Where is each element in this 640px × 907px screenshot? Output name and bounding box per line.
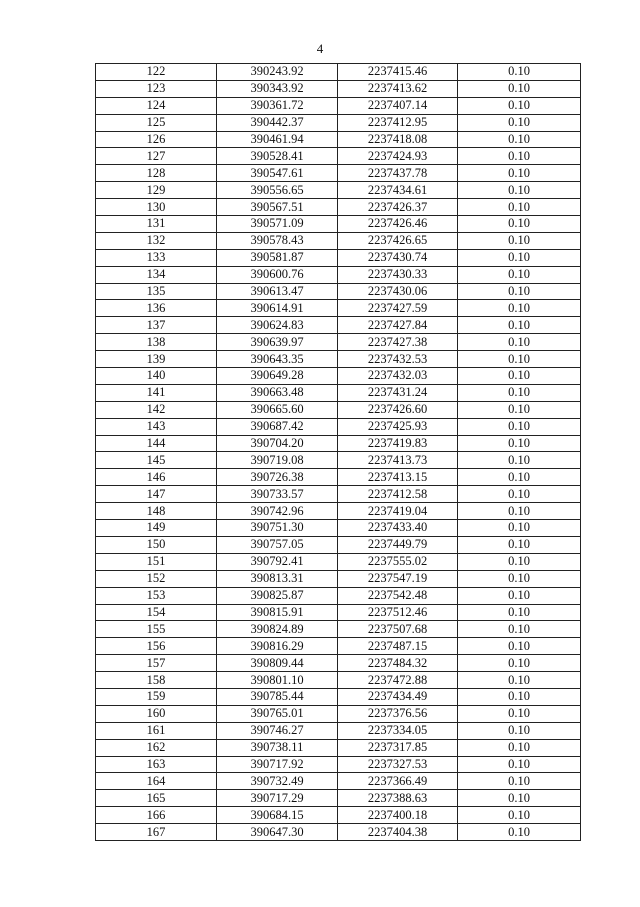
point-number-cell: 155 (96, 621, 217, 638)
y-coordinate-cell: 2237547.19 (338, 570, 458, 587)
x-coordinate-cell: 390528.41 (217, 148, 338, 165)
table-row (96, 266, 581, 283)
x-coordinate-cell: 390343.92 (217, 80, 338, 97)
x-coordinate-cell: 390816.29 (217, 638, 338, 655)
y-coordinate-cell: 2237437.78 (338, 165, 458, 182)
page-number: 4 (316, 41, 324, 56)
tolerance-cell: 0.10 (458, 756, 581, 773)
table-row (96, 587, 581, 604)
point-number-cell: 132 (96, 232, 217, 249)
point-number-cell: 154 (96, 604, 217, 621)
table-row (96, 638, 581, 655)
y-coordinate-cell: 2237317.85 (338, 739, 458, 756)
x-coordinate-cell: 390639.97 (217, 334, 338, 351)
x-coordinate-cell: 390571.09 (217, 216, 338, 233)
table-row (96, 536, 581, 553)
tolerance-cell: 0.10 (458, 114, 581, 131)
y-coordinate-cell: 2237419.83 (338, 435, 458, 452)
table-row (96, 283, 581, 300)
x-coordinate-cell: 390746.27 (217, 722, 338, 739)
y-coordinate-cell: 2237484.32 (338, 655, 458, 672)
point-number-cell: 131 (96, 216, 217, 233)
table-row (96, 520, 581, 537)
y-coordinate-cell: 2237424.93 (338, 148, 458, 165)
tolerance-cell: 0.10 (458, 452, 581, 469)
point-number-cell: 130 (96, 199, 217, 216)
point-number-cell: 147 (96, 486, 217, 503)
x-coordinate-cell: 390600.76 (217, 266, 338, 283)
point-number-cell: 135 (96, 283, 217, 300)
tolerance-cell: 0.10 (458, 283, 581, 300)
tolerance-cell: 0.10 (458, 520, 581, 537)
point-number-cell: 165 (96, 790, 217, 807)
tolerance-cell: 0.10 (458, 266, 581, 283)
tolerance-cell: 0.10 (458, 401, 581, 418)
y-coordinate-cell: 2237430.33 (338, 266, 458, 283)
point-number-cell: 152 (96, 570, 217, 587)
point-number-cell: 137 (96, 317, 217, 334)
tolerance-cell: 0.10 (458, 536, 581, 553)
point-number-cell: 143 (96, 418, 217, 435)
point-number-cell: 156 (96, 638, 217, 655)
y-coordinate-cell: 2237430.74 (338, 249, 458, 266)
point-number-cell: 148 (96, 503, 217, 520)
table-row (96, 452, 581, 469)
table-row (96, 97, 581, 114)
point-number-cell: 163 (96, 756, 217, 773)
x-coordinate-cell: 390578.43 (217, 232, 338, 249)
point-number-cell: 153 (96, 587, 217, 604)
table-row (96, 64, 581, 81)
y-coordinate-cell: 2237555.02 (338, 553, 458, 570)
y-coordinate-cell: 2237430.06 (338, 283, 458, 300)
x-coordinate-cell: 390792.41 (217, 553, 338, 570)
table-row (96, 384, 581, 401)
tolerance-cell: 0.10 (458, 486, 581, 503)
table-row (96, 469, 581, 486)
table-row (96, 334, 581, 351)
table-row (96, 401, 581, 418)
point-number-cell: 166 (96, 807, 217, 824)
tolerance-cell: 0.10 (458, 807, 581, 824)
tolerance-cell: 0.10 (458, 97, 581, 114)
table-row (96, 165, 581, 182)
y-coordinate-cell: 2237507.68 (338, 621, 458, 638)
x-coordinate-cell: 390684.15 (217, 807, 338, 824)
point-number-cell: 133 (96, 249, 217, 266)
tolerance-cell: 0.10 (458, 469, 581, 486)
table-row (96, 739, 581, 756)
tolerance-cell: 0.10 (458, 824, 581, 841)
table-row (96, 756, 581, 773)
table-row (96, 790, 581, 807)
tolerance-cell: 0.10 (458, 418, 581, 435)
tolerance-cell: 0.10 (458, 351, 581, 368)
table-row (96, 655, 581, 672)
point-number-cell: 125 (96, 114, 217, 131)
x-coordinate-cell: 390785.44 (217, 688, 338, 705)
y-coordinate-cell: 2237472.88 (338, 672, 458, 689)
table-row (96, 232, 581, 249)
table-row (96, 317, 581, 334)
y-coordinate-cell: 2237426.65 (338, 232, 458, 249)
y-coordinate-cell: 2237388.63 (338, 790, 458, 807)
table-row (96, 131, 581, 148)
y-coordinate-cell: 2237426.46 (338, 216, 458, 233)
table-row (96, 722, 581, 739)
x-coordinate-cell: 390243.92 (217, 64, 338, 81)
y-coordinate-cell: 2237426.37 (338, 199, 458, 216)
tolerance-cell: 0.10 (458, 368, 581, 385)
table-row (96, 705, 581, 722)
table-row (96, 351, 581, 368)
coordinates-table (95, 63, 581, 841)
tolerance-cell: 0.10 (458, 216, 581, 233)
x-coordinate-cell: 390624.83 (217, 317, 338, 334)
tolerance-cell: 0.10 (458, 131, 581, 148)
table-row (96, 553, 581, 570)
y-coordinate-cell: 2237434.49 (338, 688, 458, 705)
x-coordinate-cell: 390649.28 (217, 368, 338, 385)
y-coordinate-cell: 2237407.14 (338, 97, 458, 114)
point-number-cell: 141 (96, 384, 217, 401)
x-coordinate-cell: 390726.38 (217, 469, 338, 486)
table-row (96, 182, 581, 199)
x-coordinate-cell: 390733.57 (217, 486, 338, 503)
point-number-cell: 160 (96, 705, 217, 722)
point-number-cell: 128 (96, 165, 217, 182)
x-coordinate-cell: 390732.49 (217, 773, 338, 790)
table-row (96, 114, 581, 131)
y-coordinate-cell: 2237415.46 (338, 64, 458, 81)
table-row (96, 368, 581, 385)
tolerance-cell: 0.10 (458, 604, 581, 621)
point-number-cell: 145 (96, 452, 217, 469)
y-coordinate-cell: 2237418.08 (338, 131, 458, 148)
x-coordinate-cell: 390461.94 (217, 131, 338, 148)
tolerance-cell: 0.10 (458, 672, 581, 689)
y-coordinate-cell: 2237404.38 (338, 824, 458, 841)
x-coordinate-cell: 390567.51 (217, 199, 338, 216)
tolerance-cell: 0.10 (458, 570, 581, 587)
x-coordinate-cell: 390813.31 (217, 570, 338, 587)
tolerance-cell: 0.10 (458, 334, 581, 351)
x-coordinate-cell: 390442.37 (217, 114, 338, 131)
point-number-cell: 134 (96, 266, 217, 283)
y-coordinate-cell: 2237413.15 (338, 469, 458, 486)
tolerance-cell: 0.10 (458, 739, 581, 756)
tolerance-cell: 0.10 (458, 384, 581, 401)
tolerance-cell: 0.10 (458, 64, 581, 81)
y-coordinate-cell: 2237427.84 (338, 317, 458, 334)
point-number-cell: 138 (96, 334, 217, 351)
point-number-cell: 158 (96, 672, 217, 689)
point-number-cell: 164 (96, 773, 217, 790)
point-number-cell: 127 (96, 148, 217, 165)
tolerance-cell: 0.10 (458, 638, 581, 655)
tolerance-cell: 0.10 (458, 182, 581, 199)
table-row (96, 503, 581, 520)
x-coordinate-cell: 390556.65 (217, 182, 338, 199)
y-coordinate-cell: 2237327.53 (338, 756, 458, 773)
table-row (96, 418, 581, 435)
table-row (96, 604, 581, 621)
tolerance-cell: 0.10 (458, 300, 581, 317)
table-row (96, 807, 581, 824)
x-coordinate-cell: 390757.05 (217, 536, 338, 553)
y-coordinate-cell: 2237413.73 (338, 452, 458, 469)
x-coordinate-cell: 390717.92 (217, 756, 338, 773)
table-row (96, 435, 581, 452)
y-coordinate-cell: 2237432.03 (338, 368, 458, 385)
y-coordinate-cell: 2237334.05 (338, 722, 458, 739)
y-coordinate-cell: 2237433.40 (338, 520, 458, 537)
x-coordinate-cell: 390663.48 (217, 384, 338, 401)
point-number-cell: 123 (96, 80, 217, 97)
tolerance-cell: 0.10 (458, 688, 581, 705)
tolerance-cell: 0.10 (458, 587, 581, 604)
x-coordinate-cell: 390809.44 (217, 655, 338, 672)
tolerance-cell: 0.10 (458, 249, 581, 266)
x-coordinate-cell: 390742.96 (217, 503, 338, 520)
point-number-cell: 129 (96, 182, 217, 199)
y-coordinate-cell: 2237425.93 (338, 418, 458, 435)
x-coordinate-cell: 390687.42 (217, 418, 338, 435)
tolerance-cell: 0.10 (458, 232, 581, 249)
y-coordinate-cell: 2237427.59 (338, 300, 458, 317)
point-number-cell: 167 (96, 824, 217, 841)
tolerance-cell: 0.10 (458, 705, 581, 722)
y-coordinate-cell: 2237412.58 (338, 486, 458, 503)
table-row (96, 570, 581, 587)
point-number-cell: 149 (96, 520, 217, 537)
tolerance-cell: 0.10 (458, 790, 581, 807)
tolerance-cell: 0.10 (458, 655, 581, 672)
tolerance-cell: 0.10 (458, 621, 581, 638)
table-row (96, 300, 581, 317)
x-coordinate-cell: 390665.60 (217, 401, 338, 418)
point-number-cell: 126 (96, 131, 217, 148)
tolerance-cell: 0.10 (458, 80, 581, 97)
y-coordinate-cell: 2237449.79 (338, 536, 458, 553)
x-coordinate-cell: 390581.87 (217, 249, 338, 266)
x-coordinate-cell: 390643.35 (217, 351, 338, 368)
y-coordinate-cell: 2237512.46 (338, 604, 458, 621)
y-coordinate-cell: 2237412.95 (338, 114, 458, 131)
point-number-cell: 151 (96, 553, 217, 570)
point-number-cell: 144 (96, 435, 217, 452)
table-row (96, 199, 581, 216)
tolerance-cell: 0.10 (458, 148, 581, 165)
x-coordinate-cell: 390765.01 (217, 705, 338, 722)
y-coordinate-cell: 2237413.62 (338, 80, 458, 97)
table-row (96, 621, 581, 638)
point-number-cell: 122 (96, 64, 217, 81)
tolerance-cell: 0.10 (458, 773, 581, 790)
y-coordinate-cell: 2237542.48 (338, 587, 458, 604)
point-number-cell: 159 (96, 688, 217, 705)
y-coordinate-cell: 2237419.04 (338, 503, 458, 520)
x-coordinate-cell: 390614.91 (217, 300, 338, 317)
tolerance-cell: 0.10 (458, 503, 581, 520)
tolerance-cell: 0.10 (458, 435, 581, 452)
y-coordinate-cell: 2237487.15 (338, 638, 458, 655)
y-coordinate-cell: 2237376.56 (338, 705, 458, 722)
x-coordinate-cell: 390825.87 (217, 587, 338, 604)
coordinates-table-body (96, 64, 581, 841)
tolerance-cell: 0.10 (458, 317, 581, 334)
x-coordinate-cell: 390751.30 (217, 520, 338, 537)
y-coordinate-cell: 2237426.60 (338, 401, 458, 418)
x-coordinate-cell: 390801.10 (217, 672, 338, 689)
table-row (96, 80, 581, 97)
x-coordinate-cell: 390647.30 (217, 824, 338, 841)
y-coordinate-cell: 2237434.61 (338, 182, 458, 199)
x-coordinate-cell: 390824.89 (217, 621, 338, 638)
table-row (96, 249, 581, 266)
point-number-cell: 124 (96, 97, 217, 114)
table-row (96, 216, 581, 233)
point-number-cell: 136 (96, 300, 217, 317)
point-number-cell: 142 (96, 401, 217, 418)
tolerance-cell: 0.10 (458, 553, 581, 570)
tolerance-cell: 0.10 (458, 722, 581, 739)
y-coordinate-cell: 2237400.18 (338, 807, 458, 824)
point-number-cell: 146 (96, 469, 217, 486)
tolerance-cell: 0.10 (458, 199, 581, 216)
point-number-cell: 162 (96, 739, 217, 756)
table-row (96, 672, 581, 689)
x-coordinate-cell: 390717.29 (217, 790, 338, 807)
x-coordinate-cell: 390704.20 (217, 435, 338, 452)
tolerance-cell: 0.10 (458, 165, 581, 182)
point-number-cell: 150 (96, 536, 217, 553)
x-coordinate-cell: 390815.91 (217, 604, 338, 621)
x-coordinate-cell: 390738.11 (217, 739, 338, 756)
point-number-cell: 157 (96, 655, 217, 672)
x-coordinate-cell: 390547.61 (217, 165, 338, 182)
y-coordinate-cell: 2237431.24 (338, 384, 458, 401)
table-row (96, 773, 581, 790)
x-coordinate-cell: 390361.72 (217, 97, 338, 114)
table-row (96, 688, 581, 705)
table-row (96, 824, 581, 841)
y-coordinate-cell: 2237427.38 (338, 334, 458, 351)
point-number-cell: 139 (96, 351, 217, 368)
y-coordinate-cell: 2237432.53 (338, 351, 458, 368)
point-number-cell: 161 (96, 722, 217, 739)
point-number-cell: 140 (96, 368, 217, 385)
table-row (96, 486, 581, 503)
y-coordinate-cell: 2237366.49 (338, 773, 458, 790)
x-coordinate-cell: 390719.08 (217, 452, 338, 469)
table-row (96, 148, 581, 165)
x-coordinate-cell: 390613.47 (217, 283, 338, 300)
